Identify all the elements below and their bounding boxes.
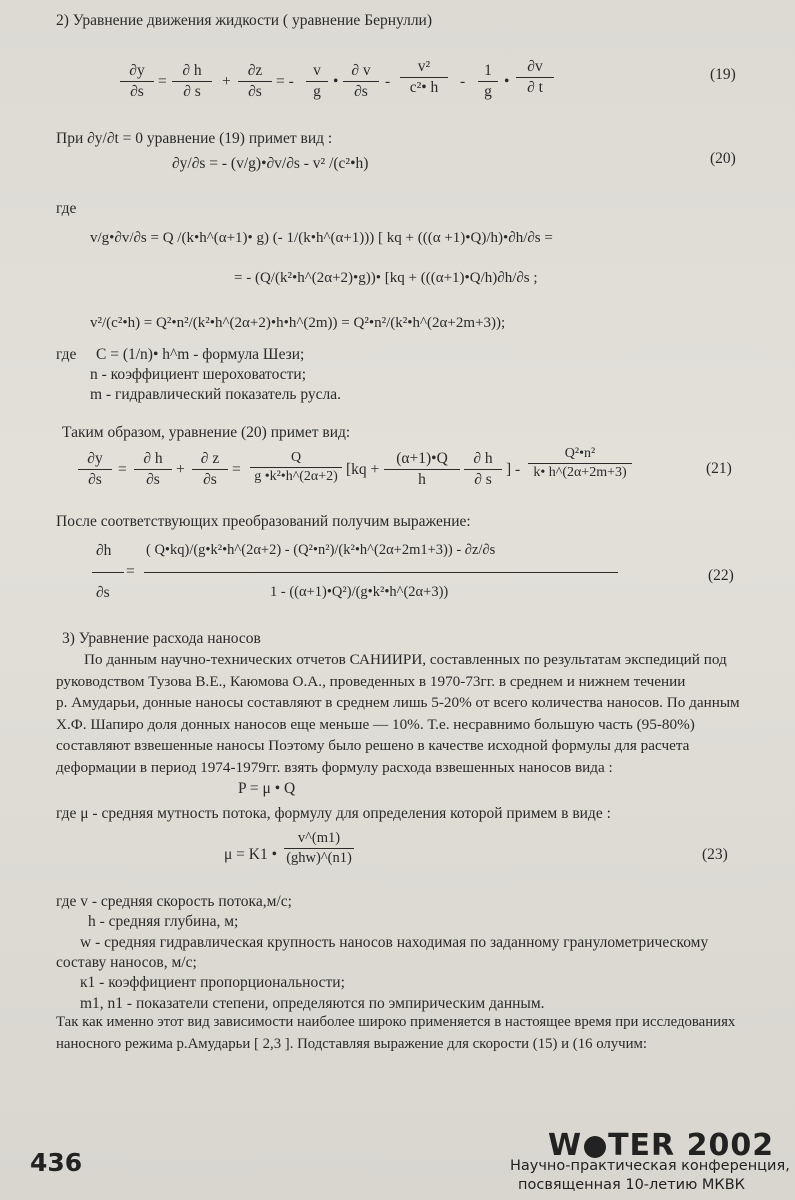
eq19-equals: = xyxy=(158,73,167,90)
section-3-title: 3) Уравнение расхода наносов xyxy=(62,630,261,647)
paragraph-1-line: По данным научно-технических отчетов САНИИРИ, составленных по результатам экспедиций под xyxy=(84,651,727,668)
paragraph-2-line: наносного режима р.Амударьи [ 2,3 ]. Подставляя выражение для скорости (15) и (16 олучим: xyxy=(56,1035,648,1052)
eq19-number: (19) xyxy=(710,66,736,83)
eq22-number: (22) xyxy=(708,567,734,584)
eq19-frac-v-g: $\frac{v}{g}$ xyxy=(306,62,328,101)
eq19-frac-1-g: $\frac{1}{g}$ xyxy=(478,62,498,101)
mu-definition: где μ - средняя мутность потока, формулу для определения которой примем в виде : xyxy=(56,805,611,822)
water-2002-logo: W TER 2002 xyxy=(548,1128,775,1163)
def-velocity: где v - средняя скорость потока,м/с; xyxy=(56,893,292,910)
eq21-number: (21) xyxy=(706,460,732,477)
eq19-frac-dh-ds: $\frac{\partial h}{\partial s}$ xyxy=(172,62,212,101)
def-depth: h - средняя глубина, м; xyxy=(88,913,239,930)
eq23-number: (23) xyxy=(702,846,728,863)
paragraph-1-line: р. Амударьи, донные наносы составляют в среднем лишь 5-20% от всего количества наносов. По данным xyxy=(56,694,740,711)
water-drop-icon xyxy=(584,1136,606,1158)
eq19-plus: + xyxy=(222,73,231,90)
expression-b: = - (Q/(k²•h^(2α+2)•g))• [kq + (((α+1)•Q/h)∂h/∂s ; xyxy=(234,270,538,286)
eq19-frac-dv-ds: $\frac{\partial v}{\partial s}$ xyxy=(343,62,379,101)
eq21-frac-q: $\frac{Q}{\text{g •k²•h\textasciicircum{}(2α+2)}}$ xyxy=(250,450,342,485)
eq-sediment-discharge: P = μ • Q xyxy=(238,780,296,797)
eq22-numerator: ( Q•kq)/(g•k²•h^(2α+2) - (Q²•n²)/(k²•h^(2α+2m1+3)) - ∂z/∂s xyxy=(146,542,496,558)
def-fall-velocity-cont: составу наносов, м/с; xyxy=(56,954,197,971)
eq20-number: (20) xyxy=(710,150,736,167)
paragraph-1-line: составляют взвешенные наносы Поэтому было решено в качестве исходной формулы для расчета xyxy=(56,737,690,754)
def-hydraulic-index: m - гидравлический показатель русла. xyxy=(90,386,342,403)
expression-c: v²/(c²•h) = Q²•n²/(k²•h^(2α+2)•h•h^(2m)) = Q²•n²/(k²•h^(2α+2m+3)); xyxy=(90,315,506,331)
section-2-title: 2) Уравнение движения жидкости ( уравнение Бернулли) xyxy=(56,12,433,29)
eq23-fraction: v^(m1) (ghw)^(n1) xyxy=(284,830,354,867)
conference-subtitle: посвященная 10-летию МКВК xyxy=(518,1177,745,1193)
paragraph-2 xyxy=(56,1012,786,1055)
document-page: 2) Уравнение движения жидкости ( уравнение Бернулли) $\frac{\partial y}{\partial s}$ = $\frac{\partial h}{\partial s}$ + $\frac{\partial z}{\partial s}$ = - $\frac{v}{g}$ • $\frac{\partial v}{\partial s}$ - $\frac{\text{v²}}{\text{c²• h}}$ - $\frac{1}{g}$ • $\frac{\partial v}{\partial t}$ (19) При ∂y/∂t = 0 уравнение (19) примет вид : ∂y/∂s = - (v/g)•∂v/∂s - v² /(c²•h) (20) где v/g•∂v/∂s = Q /(k•h^(α+1)• g) (- 1/(k•h^(α+1))) [ kq + (((α +1)•Q)/h)•∂h/∂s = = - (Q/(k²•h^(2α+2)•g))• [kq + (((α+1)•Q/h)∂h/∂s ; v²/(c²•h) = Q²•n²/(k²•h^(2α+2)•h•h^(2m)) = Q²•n²/(k²•h^(2α+2m+3)); где C = (1/n)• h^m - формула Шези; n - коэффициент шероховатости; m - гидравлический показатель русла. Таким образом, уравнение (20) примет вид: $\frac{\partial y}{\partial s}$ = $\frac{\partial h}{\partial s}$ + $\frac{\partial z}{\partial s}$ = $\frac{Q}{\text{g •k²•h\textasciicircum{}(2α+2)}}$ [kq + $\frac{(\alpha+1)•Q}{h}$ $\frac{\partial h}{\partial s}$ ] - $\frac{\text{Q²•n²}}{k• h\^{}(2\alpha+2m+3)}$ (21) После соответствующих преобразований получим выражение: ∂h = ∂s ( Q•kq)/(g•k²•h^(2α+2) - (Q²•n²)/(k²•h^(2α+2m1+3)) - ∂z/∂s 1 - ((α+1)•Q²)/(g•k²•h^(2α+3)) (22) 3) Уравнение расхода наносов По данным научно-технических отчетов САНИИРИ, составленных по результатам экспедиций под руководством Тузова В.Е., Каюмова О.А., проведенных в 1970-73гг. в среднем и нижнем течении р. Амударьи, донные наносы составляют в среднем лишь 5-20% от всего количества наносов. По данным Х.Ф. Шапиро доля донных наносов еще меньше — 10%. Т.е. несравнимо большую часть (95-80%) составляют взвешенные наносы Поэтому было решено в качестве исходной формулы для расчета деформации в период 1974-1979гг. взять формулу расхода взвешенных наносов вида : P = μ • Q где μ - средняя мутность потока, формулу для определения которой примем в виде : μ = K1 • v^(m1) (ghw)^(n1) (23) где v - средняя скорость потока,м/с; h - средняя глубина, м; w - средняя гидравлическая крупность наносов находимая по заданному гранулометрическому составу наносов, м/с; к1 - коэффициент пропорциональности; m1, n1 - показатели степени, определяются по эмпирическим данным. Так как именно этот вид зависимости наиболее широко применяется в настоящее время при исследованиях наносного режима р.Амударьи [ 2,3 ]. Подставляя выражение для скорости (15) и (16 олучим: 436 W TER 2002 Научно-практическая конференция, посвященная 10-летию МКВК xyxy=(0,0,795,1200)
eq21-intro: Таким образом, уравнение (20) примет вид: xyxy=(62,424,351,441)
eq21-frac-dh-ds-2: $\frac{\partial h}{\partial s}$ xyxy=(464,450,502,489)
where-label-2: где xyxy=(56,346,77,363)
eq21-frac-dy-ds: $\frac{\partial y}{\partial s}$ xyxy=(78,450,112,489)
page-number: 436 xyxy=(30,1148,83,1177)
where-label-1: где xyxy=(56,200,77,217)
eq19-equals-minus: = - xyxy=(276,73,294,90)
expression-a: v/g•∂v/∂s = Q /(k•h^(α+1)• g) (- 1/(k•h^(α+1))) [ kq + (((α +1)•Q)/h)•∂h/∂s = xyxy=(90,230,553,246)
eq19-frac-v2-c2h: $\frac{\text{v²}}{\text{c²• h}}$ xyxy=(400,58,448,97)
eq20: ∂y/∂s = - (v/g)•∂v/∂s - v² /(c²•h) xyxy=(172,155,369,172)
eq22-denominator: 1 - ((α+1)•Q²)/(g•k²•h^(2α+3)) xyxy=(270,584,449,600)
eq20-intro: При ∂y/∂t = 0 уравнение (19) примет вид : xyxy=(56,130,333,147)
paragraph-1-line: Х.Ф. Шапиро доля донных наносов еще меньше — 10%. Т.е. несравнимо большую часть (95-80%) xyxy=(56,715,695,733)
eq21-frac-q2n2: $\frac{\text{Q²•n²}}{k• h\^{}(2\alpha+2m+3)}$ xyxy=(528,446,632,481)
eq21-frac-alpha: $\frac{(\alpha+1)•Q}{h}$ xyxy=(384,450,460,489)
paragraph-2-line: Так как именно этот вид зависимости наиболее широко применяется в настоящее время при исследованиях xyxy=(56,1014,736,1030)
eq22-intro: После соответствующих преобразований получим выражение: xyxy=(56,513,471,530)
paragraph-1-line: руководством Тузова В.Е., Каюмова О.А., проведенных в 1970-73гг. в среднем и нижнем течении xyxy=(56,672,686,690)
eq21-frac-dz-ds: $\frac{\partial z}{\partial s}$ xyxy=(192,450,228,489)
def-m1-n1: m1, n1 - показатели степени, определяются по эмпирическим данным. xyxy=(80,995,545,1012)
eq21-frac-dh-ds: $\frac{\partial h}{\partial s}$ xyxy=(134,450,172,489)
eq19-frac-dy-ds: $\frac{\partial y}{\partial s}$ xyxy=(120,62,154,101)
eq19-frac-dz-ds: $\frac{\partial z}{\partial s}$ xyxy=(238,62,272,101)
conference-title: Научно-практическая конференция, xyxy=(510,1158,790,1174)
def-k1: к1 - коэффициент пропорциональности; xyxy=(80,974,345,991)
def-chezy: C = (1/n)• h^m - формула Шези; xyxy=(96,346,305,363)
def-roughness: n - коэффициент шероховатости; xyxy=(90,366,307,383)
paragraph-1 xyxy=(56,649,768,778)
eq19-frac-dv-dt: $\frac{\partial v}{\partial t}$ xyxy=(516,58,554,97)
def-fall-velocity: w - средняя гидравлическая крупность наносов находимая по заданному гранулометрическому xyxy=(80,934,709,951)
paragraph-1-line: деформации в период 1974-1979гг. взять формулу расхода взвешенных наносов вида : xyxy=(56,758,613,776)
